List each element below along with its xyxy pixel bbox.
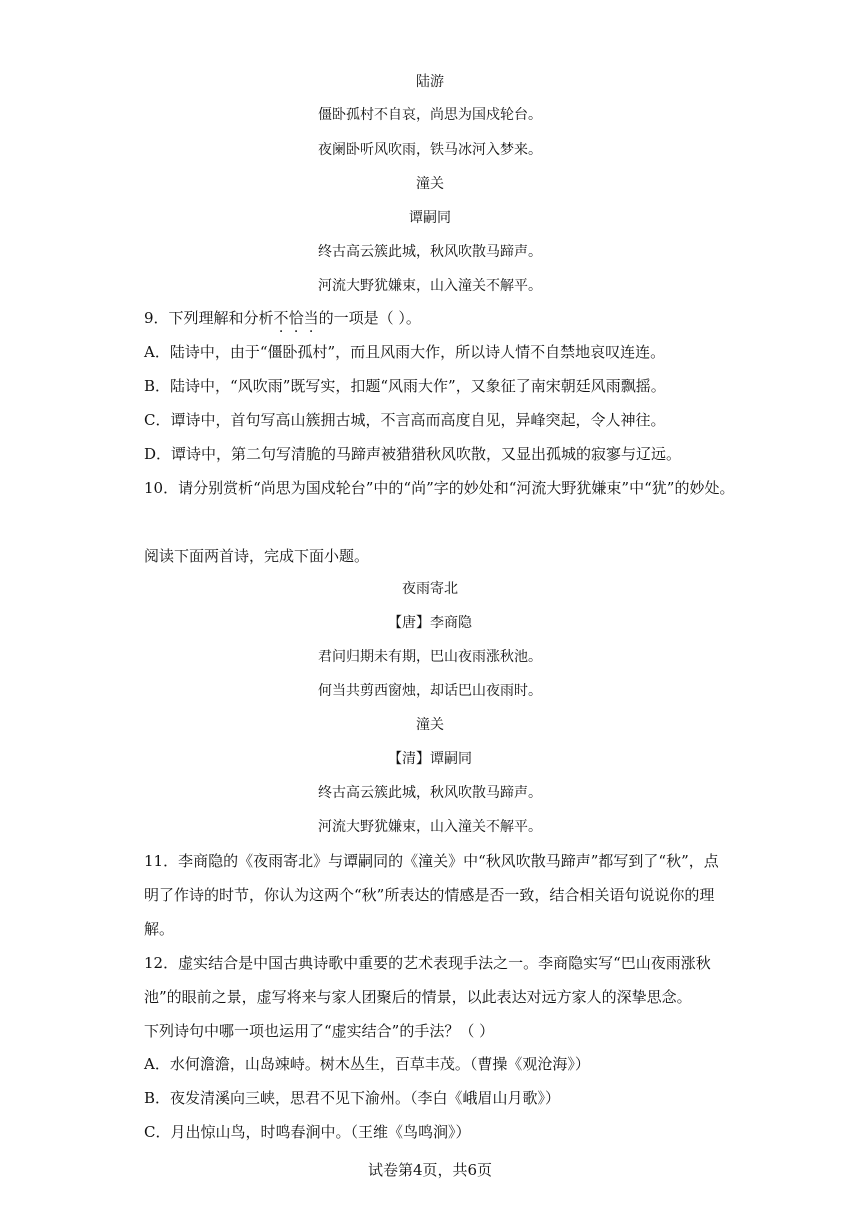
question-9-option-b: B．陆诗中，“风吹雨”既写实，扣题“风雨大作”，又象征了南宋朝廷风雨飘摇。 bbox=[144, 377, 666, 395]
poem1-author: 陆游 bbox=[416, 74, 444, 90]
poem4-title: 潼关 bbox=[416, 717, 444, 733]
question-11-line3: 解。 bbox=[144, 920, 175, 938]
question-9-option-a: A．陆诗中，由于“僵卧孤村”，而且风雨大作，所以诗人情不自禁地哀叹连连。 bbox=[144, 343, 666, 361]
poem3-line1: 君问归期未有期，巴山夜雨涨秋池。 bbox=[318, 649, 542, 665]
poem1-line2: 夜阑卧听风吹雨，铁马冰河入梦来。 bbox=[318, 142, 542, 158]
question-12-option-b: B．夜发清溪向三峡，思君不见下渝州。（李白《峨眉山月歌》） bbox=[144, 1089, 561, 1107]
question-11-line2: 明了作诗的时节，你认为这两个“秋”所表达的情感是否一致，结合相关语句说说你的理 bbox=[144, 886, 715, 904]
poem4-line2: 河流大野犹嫌束，山入潼关不解平。 bbox=[318, 819, 542, 835]
poem3-line2: 何当共剪西窗烛，却话巴山夜雨时。 bbox=[318, 683, 542, 699]
poem2-line1: 终古高云簇此城，秋风吹散马蹄声。 bbox=[318, 244, 542, 260]
question-9-option-c: C．谭诗中，首句写高山簇拥古城，不言高而高度自见，异峰突起，令人神往。 bbox=[144, 411, 666, 429]
question-12-line2: 池”的眼前之景，虚写将来与家人团聚后的情景，以此表达对远方家人的深挚思念。 bbox=[144, 988, 692, 1006]
emphasis-char: 恰 bbox=[288, 309, 304, 327]
question-12-option-c: C．月出惊山鸟，时鸣春涧中。（王维《鸟鸣涧》） bbox=[144, 1123, 471, 1141]
poem1-line1: 僵卧孤村不自哀，尚思为国戍轮台。 bbox=[318, 107, 542, 123]
poem2-line2: 河流大野犹嫌束，山入潼关不解平。 bbox=[318, 278, 542, 294]
poem4-line1: 终古高云簇此城，秋风吹散马蹄声。 bbox=[318, 785, 542, 801]
question-12-option-a: A．水何澹澹，山岛竦峙。树木丛生，百草丰茂。（曹操《观沧海》） bbox=[144, 1055, 590, 1073]
poem2-author: 谭嗣同 bbox=[409, 210, 451, 226]
question-12-line3: 下列诗句中哪一项也运用了“虚实结合”的手法？（ ） bbox=[144, 1022, 495, 1040]
emphasis-char: 当 bbox=[303, 309, 319, 327]
poem4-author: 【清】谭嗣同 bbox=[388, 751, 472, 767]
page-footer: 试卷第4页，共6页 bbox=[367, 1161, 493, 1179]
question-11-line1: 11．李商隐的《夜雨寄北》与谭嗣同的《潼关》中“秋风吹散马蹄声”都写到了“秋”，点 bbox=[144, 852, 719, 870]
poem3-title: 夜雨寄北 bbox=[402, 581, 458, 597]
question-10: 10．请分别赏析“尚思为国戍轮台”中的“尚”字的妙处和“河流大野犹嫌束”中“犹”的妙处。 bbox=[144, 479, 735, 497]
poem3-author: 【唐】李商隐 bbox=[388, 615, 472, 631]
question-9-stem: 9．下列理解和分析不恰当的一项是（ ）。 bbox=[144, 309, 421, 327]
question-12-line1: 12．虚实结合是中国古典诗歌中重要的艺术表现手法之一。李商隐实写“巴山夜雨涨秋 bbox=[144, 954, 711, 972]
reading-intro: 阅读下面两首诗，完成下面小题。 bbox=[144, 547, 370, 565]
question-9-option-d: D．谭诗中，第二句写清脆的马蹄声被猎猎秋风吹散，又显出孤城的寂寥与辽远。 bbox=[144, 445, 682, 463]
emphasis-char: 不 bbox=[273, 309, 289, 327]
poem2-title: 潼关 bbox=[416, 176, 444, 192]
